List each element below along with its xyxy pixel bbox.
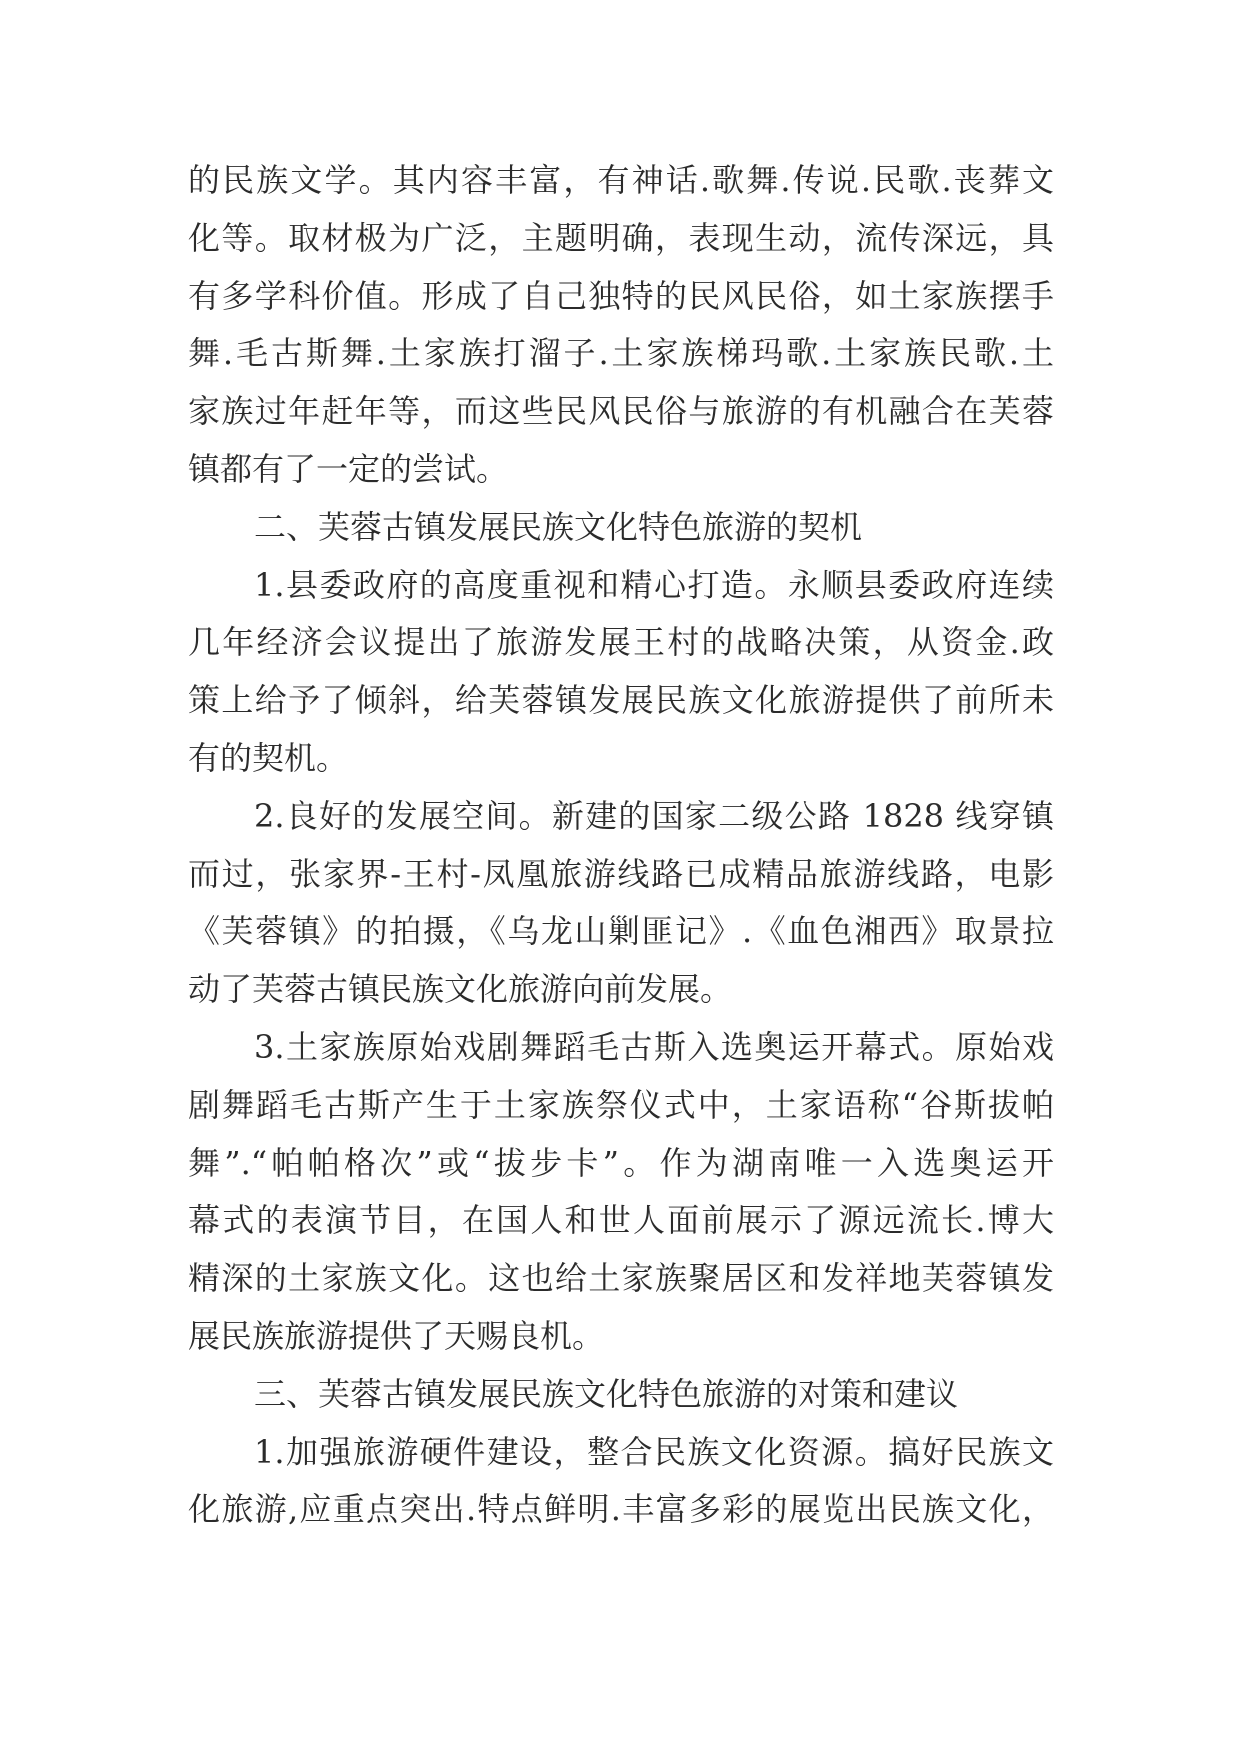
text-line: 3.土家族原始戏剧舞蹈毛古斯入选奥运开幕式。原始戏	[254, 1027, 1054, 1066]
text-line: 幕式的表演节目，在国人和世人面前展示了源远流长.博大	[188, 1201, 1054, 1240]
text-line: 的民族文学。其内容丰富，有神话.歌舞.传说.民歌.丧葬文	[188, 161, 1054, 199]
text-line: 1.加强旅游硬件建设，整合民族文化资源。搞好民族文	[254, 1432, 1054, 1471]
text-line: 策上给予了倾斜，给芙蓉镇发展民族文化旅游提供了前所未	[188, 681, 1054, 720]
text-line: 1.县委政府的高度重视和精心打造。永顺县委政府连续	[254, 565, 1054, 604]
text-line: 剧舞蹈毛古斯产生于土家族祭仪式中，土家语称“谷斯拔帕	[188, 1085, 1054, 1124]
text-line: 化旅游,应重点突出.特点鲜明.丰富多彩的展览出民族文化，	[188, 1490, 1054, 1529]
text-line: 家族过年赶年等，而这些民风民俗与旅游的有机融合在芙蓉	[188, 392, 1054, 431]
document-body	[188, 152, 1054, 1539]
text-line: 镇都有了一定的尝试。	[188, 449, 509, 488]
text-line: 精深的土家族文化。这也给土家族聚居区和发祥地芙蓉镇发	[188, 1259, 1054, 1298]
text-line: 有多学科价值。形成了自己独特的民风民俗，如土家族摆手	[188, 276, 1054, 315]
text-line: 动了芙蓉古镇民族文化旅游向前发展。	[188, 970, 733, 1009]
text-line: 有的契机。	[188, 738, 349, 777]
text-line: 展民族旅游提供了天赐良机。	[188, 1316, 605, 1355]
text-line: 舞.毛古斯舞.土家族打溜子.土家族梯玛歌.土家族民歌.土	[188, 334, 1054, 373]
text-line: 而过，张家界-王村-凤凰旅游线路已成精品旅游线路，电影	[188, 854, 1054, 893]
text-line: 几年经济会议提出了旅游发展王村的战略决策，从资金.政	[188, 623, 1054, 662]
section-heading: 三、芙蓉古镇发展民族文化特色旅游的对策和建议	[254, 1374, 959, 1413]
text-line: 舞”.“帕帕格次”或“拔步卡”。作为湖南唯一入选奥运开	[188, 1143, 1054, 1182]
text-line: 2.良好的发展空间。新建的国家二级公路 1828 线穿镇	[254, 796, 1054, 835]
text-line: 《芙蓉镇》的拍摄，《乌龙山剿匪记》.《血色湘西》取景拉	[188, 912, 1054, 951]
section-heading: 二、芙蓉古镇发展民族文化特色旅游的契机	[254, 507, 863, 546]
text-line: 化等。取材极为广泛，主题明确，表现生动，流传深远，具	[188, 218, 1054, 257]
